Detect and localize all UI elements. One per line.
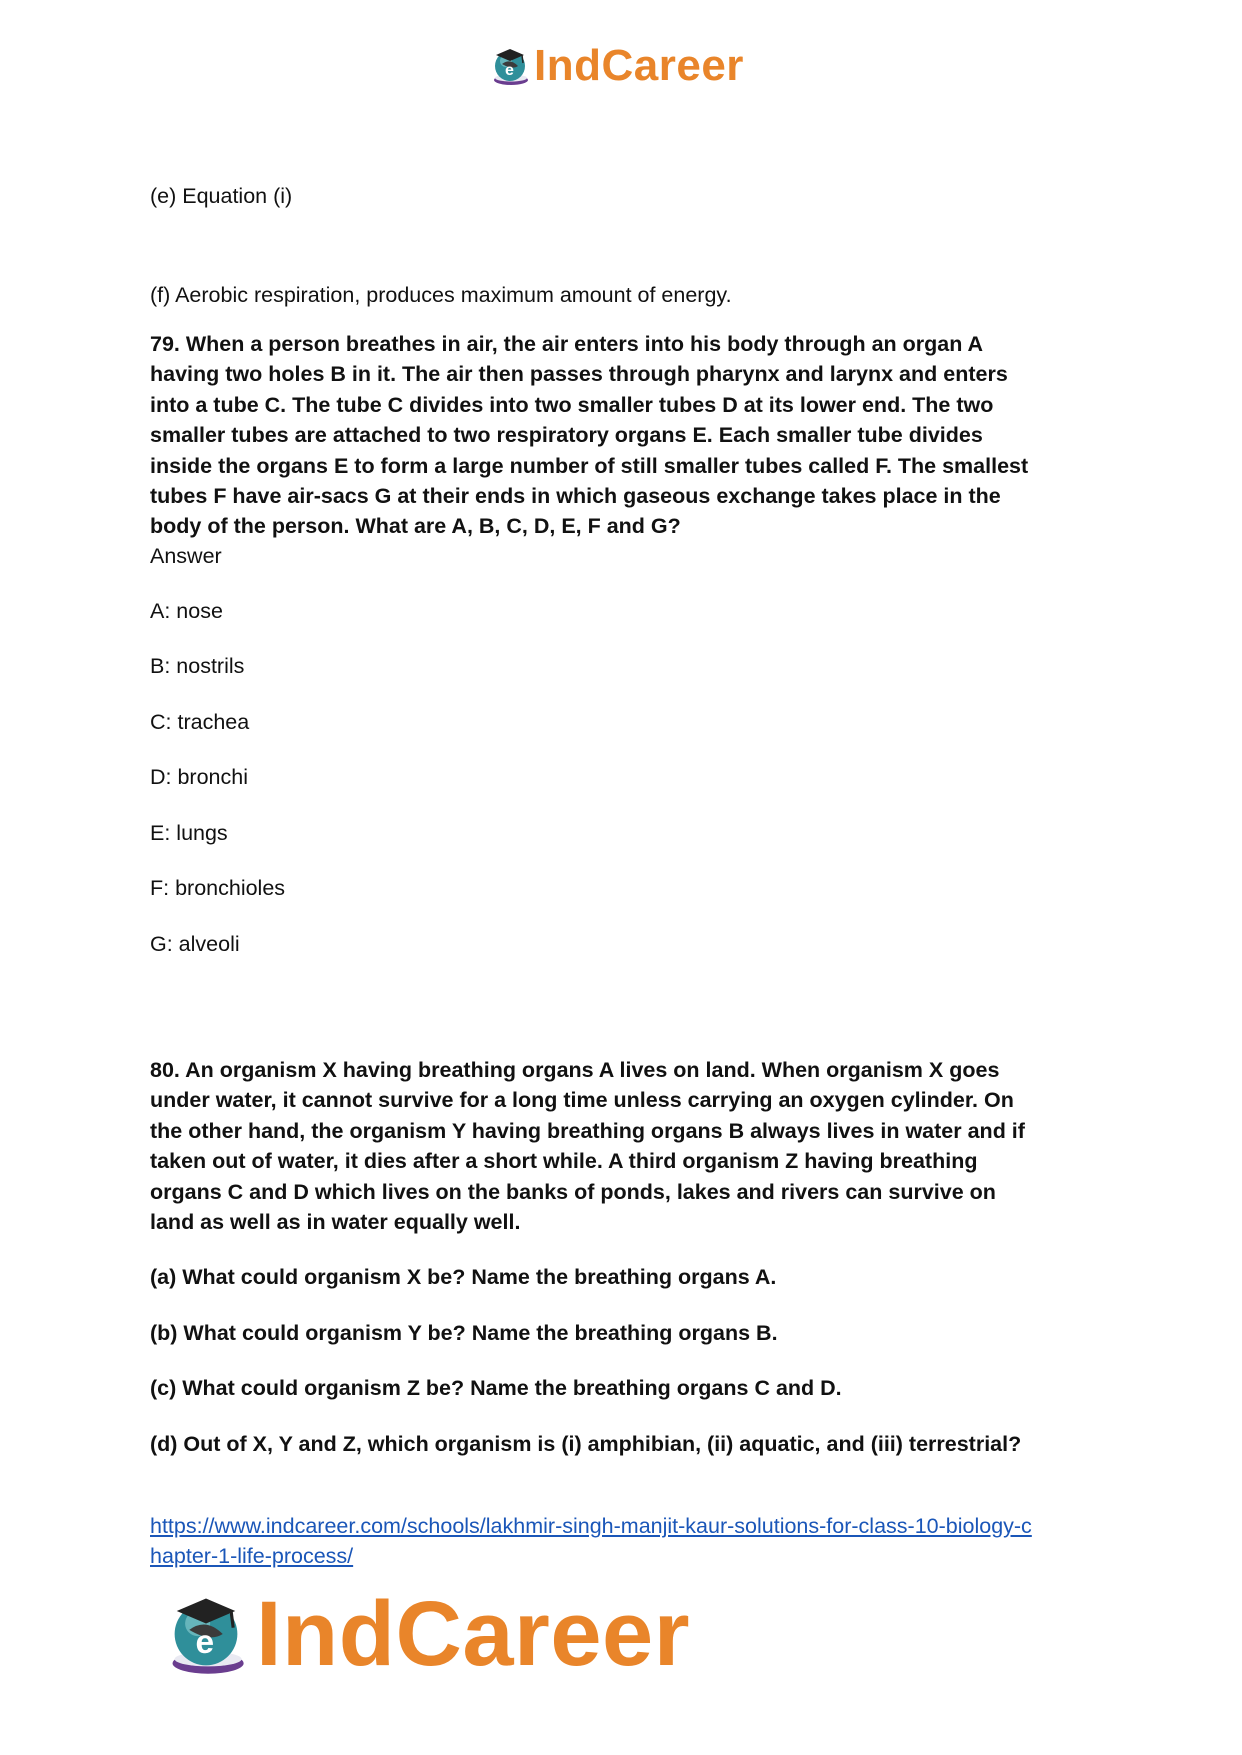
question-80-line: organs C and D which lives on the banks of ponds, lakes and rivers can survive on bbox=[150, 1179, 996, 1204]
answer-item-f: (f) Aerobic respiration, produces maximum amount of energy. bbox=[150, 283, 732, 307]
answer-a: A: nose bbox=[150, 599, 223, 623]
graduation-globe-icon bbox=[488, 44, 532, 88]
answer-d: D: bronchi bbox=[150, 765, 248, 789]
graduation-globe-icon bbox=[160, 1588, 252, 1680]
answer-f: F: bronchioles bbox=[150, 876, 286, 900]
svg-text:e: e bbox=[505, 62, 514, 79]
source-link-line: hapter-1-life-process/ bbox=[150, 1544, 354, 1568]
footer-logo bbox=[160, 1582, 690, 1686]
question-80-part-a: (a) What could organism X be? Name the breathing organs A. bbox=[150, 1265, 777, 1289]
question-79-line: body of the person. What are A, B, C, D, E, F and G? bbox=[150, 514, 681, 539]
question-80-line: the other hand, the organism Y having breathing organs B always lives in water and if bbox=[150, 1118, 1025, 1143]
question-79-line: tubes F have air-sacs G at their ends in which gaseous exchange takes place in the bbox=[150, 484, 1001, 509]
question-80-line: land as well as in water equally well. bbox=[150, 1210, 521, 1235]
question-79-line: having two holes B in it. The air then passes through pharynx and larynx and enters bbox=[150, 362, 1008, 387]
answer-label: Answer bbox=[150, 544, 222, 568]
question-80-part-c: (c) What could organism Z be? Name the breathing organs C and D. bbox=[150, 1376, 842, 1400]
svg-text:e: e bbox=[195, 1623, 215, 1661]
header-logo bbox=[488, 40, 744, 92]
source-link-line: https://www.indcareer.com/schools/lakhmir-singh-manjit-kaur-solutions-for-class-10-biology-c bbox=[150, 1514, 1032, 1538]
answer-e: E: lungs bbox=[150, 821, 228, 845]
question-80-line: under water, it cannot survive for a long time unless carrying an oxygen cylinder. On bbox=[150, 1088, 1014, 1113]
question-79-line: smaller tubes are attached to two respiratory organs E. Each smaller tube divides bbox=[150, 423, 983, 448]
answer-g: G: alveoli bbox=[150, 932, 240, 956]
question-79-line: inside the organs E to form a large number of still smaller tubes called F. The smallest bbox=[150, 453, 1029, 478]
question-80-line: 80. An organism X having breathing organs A lives on land. When organism X goes bbox=[150, 1058, 1000, 1082]
logo-wordmark: IndCareer bbox=[534, 41, 744, 90]
answer-item-e: (e) Equation (i) bbox=[150, 184, 293, 208]
answer-c: C: trachea bbox=[150, 710, 250, 734]
question-79-line: 79. When a person breathes in air, the air enters into his body through an organ A bbox=[150, 332, 984, 356]
question-80-line: taken out of water, it dies after a short while. A third organism Z having breathing bbox=[150, 1149, 978, 1174]
question-80-part-b: (b) What could organism Y be? Name the breathing organs B. bbox=[150, 1321, 778, 1345]
question-79 bbox=[150, 329, 1100, 542]
question-79-line: into a tube C. The tube C divides into two smaller tubes D at its lower end. The two bbox=[150, 392, 994, 417]
answer-b: B: nostrils bbox=[150, 654, 245, 678]
source-link[interactable] bbox=[150, 1511, 1032, 1571]
logo-wordmark: IndCareer bbox=[256, 1582, 690, 1685]
question-80 bbox=[150, 1055, 1100, 1237]
question-80-part-d: (d) Out of X, Y and Z, which organism is (i) amphibian, (ii) aquatic, and (iii) terrestrial? bbox=[150, 1432, 1022, 1456]
